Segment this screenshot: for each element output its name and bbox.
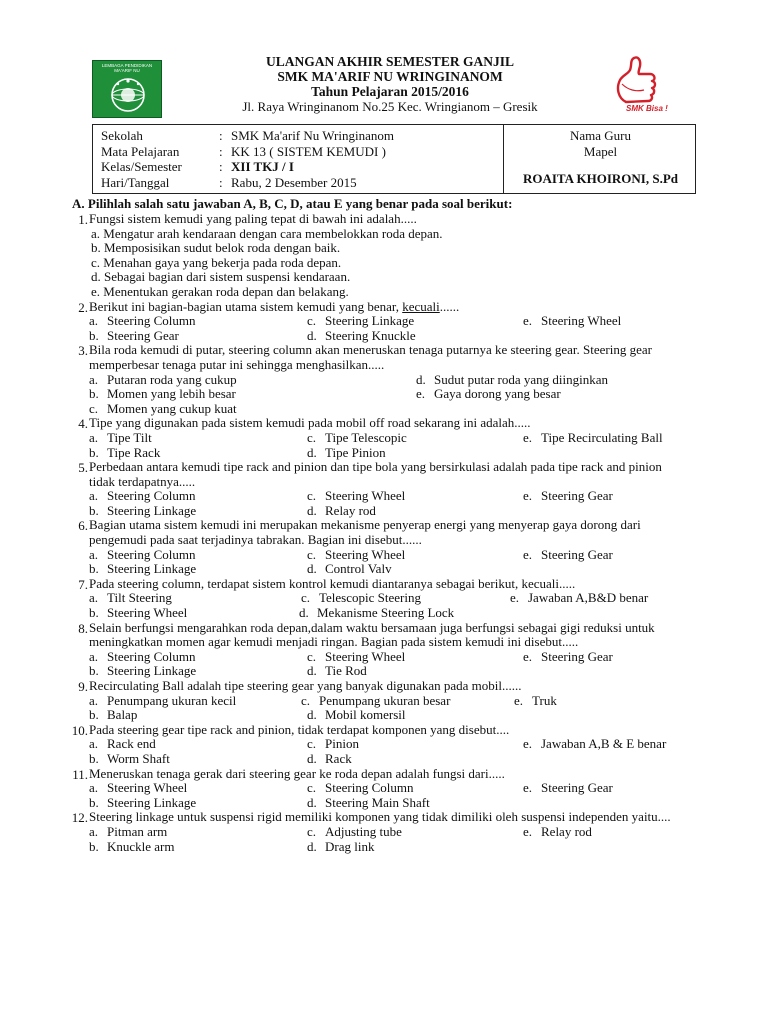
option-text: Steering Wheel xyxy=(325,546,406,562)
option-text: Tilt Steering xyxy=(107,590,172,606)
answer-option-c[interactable]: c. Steering Wheel xyxy=(307,488,406,504)
option-text: Penumpang ukuran besar xyxy=(319,692,451,708)
answer-option-e[interactable]: e. Menentukan gerakan roda depan dan belakang. xyxy=(91,283,349,299)
answer-option-c[interactable]: c. Steering Linkage xyxy=(307,313,415,329)
subject-label: Mapel xyxy=(583,144,618,159)
info-colon: : xyxy=(219,128,223,143)
info-label: Kelas/Semester xyxy=(101,159,182,174)
answer-option-a[interactable]: a. Tilt Steering xyxy=(89,590,172,606)
question-number: 2. xyxy=(78,299,88,315)
teacher-info xyxy=(504,128,697,187)
option-text: Steering Column xyxy=(107,546,196,562)
option-text: Mekanisme Steering Lock xyxy=(317,605,455,621)
answer-option-e[interactable]: e. Truk xyxy=(514,692,557,708)
option-text: Tie Rod xyxy=(325,663,367,679)
option-text: Sudut putar roda yang diinginkan xyxy=(434,371,609,387)
option-text: Rack end xyxy=(107,736,156,752)
answer-option-b[interactable]: b. Tipe Rack xyxy=(89,444,161,460)
option-text: Momen yang cukup kuat xyxy=(107,400,237,416)
answer-option-c[interactable]: c. Menahan gaya yang bekerja pada roda depan. xyxy=(91,254,342,270)
answer-option-a[interactable]: a. Putaran roda yang cukup xyxy=(89,371,237,387)
question-12 xyxy=(0,810,768,854)
option-text: Truk xyxy=(532,692,557,708)
option-text: Steering Wheel xyxy=(325,648,406,664)
option-text: Steering Gear xyxy=(541,488,613,504)
option-text: Steering Column xyxy=(107,488,196,504)
answer-option-e[interactable]: e. Steering Gear xyxy=(523,780,613,796)
info-colon: : xyxy=(219,143,223,159)
answer-option-b[interactable]: b. Knuckle arm xyxy=(89,838,175,854)
teacher-name: ROAITA KHOIRONI, S.Pd xyxy=(522,171,679,186)
answer-options xyxy=(89,373,699,417)
info-value: KK 13 ( SISTEM KEMUDI ) xyxy=(231,143,386,159)
answer-option-c[interactable]: c. Adjusting tube xyxy=(307,823,402,839)
option-text: Tipe Pinion xyxy=(325,444,386,460)
answer-options xyxy=(89,591,699,620)
exam-titles xyxy=(180,54,600,114)
answer-options xyxy=(89,650,699,679)
info-value: XII TKJ / I xyxy=(231,159,294,174)
logo-left-text: LEMBAGA PENDIDIKAN MA'ARIF NU xyxy=(101,63,153,73)
answer-option-a[interactable]: a. Steering Column xyxy=(89,648,196,664)
answer-option-d[interactable]: d. Steering Main Shaft xyxy=(307,794,430,810)
question-number: 8. xyxy=(78,620,88,636)
question-2 xyxy=(0,300,768,344)
option-text: Relay rod xyxy=(541,823,592,839)
answer-option-d[interactable]: d. Relay rod xyxy=(307,502,376,518)
answer-option-a[interactable]: a. Steering Column xyxy=(89,488,196,504)
option-text: Drag link xyxy=(325,838,375,854)
answer-options xyxy=(89,227,699,300)
answer-option-e[interactable]: e. Steering Gear xyxy=(523,546,613,562)
info-colon: : xyxy=(219,174,223,190)
option-text: Steering Linkage xyxy=(107,561,197,577)
answer-option-d[interactable]: d. Drag link xyxy=(307,838,375,854)
option-text: Steering Linkage xyxy=(107,663,197,679)
answer-option-e[interactable]: e. Gaya dorong yang besar xyxy=(416,386,561,402)
question-6 xyxy=(0,518,768,576)
stem-emphasis: kecuali xyxy=(402,298,440,314)
option-text: Steering Gear xyxy=(541,780,613,796)
question-stem xyxy=(89,300,689,315)
question-5 xyxy=(0,460,768,518)
option-text: Steering Wheel xyxy=(107,605,188,621)
answer-option-d[interactable]: d. Rack xyxy=(307,750,352,766)
answer-options xyxy=(89,737,699,766)
option-text: Jawaban A,B&D benar xyxy=(528,590,649,606)
option-text: Pitman arm xyxy=(107,823,168,839)
question-list xyxy=(0,212,768,854)
option-text: Telescopic Steering xyxy=(319,590,421,606)
thumbs-up-icon xyxy=(608,54,668,106)
logo-right-text: SMK Bisa ! xyxy=(626,104,668,113)
option-text: Tipe Rack xyxy=(107,444,161,460)
question-number: 4. xyxy=(78,416,88,432)
answer-options xyxy=(89,781,699,810)
option-text: Pinion xyxy=(325,736,359,752)
option-text: Relay rod xyxy=(325,502,376,518)
answer-option-c[interactable]: c. Penumpang ukuran besar xyxy=(301,692,451,708)
option-text: Mobil komersil xyxy=(325,707,406,723)
question-stem: Perbedaan antara kemudi tipe rack and pinion dan tipe bola yang bersirkulasi adalah pada tipe rack and pinion tidak terdapatnya..... xyxy=(89,459,662,489)
question-number: 7. xyxy=(78,576,88,592)
question-number: 9. xyxy=(78,679,88,694)
answer-option-b[interactable]: b. Worm Shaft xyxy=(89,750,170,766)
option-text: Steering Linkage xyxy=(107,502,197,518)
smk-bisa-logo xyxy=(608,54,676,120)
option-text: Steering Column xyxy=(107,648,196,664)
answer-option-b[interactable]: b. Steering Linkage xyxy=(89,502,197,518)
answer-option-a[interactable]: a. Rack end xyxy=(89,736,156,752)
teacher-label: Nama Guru xyxy=(569,128,631,143)
option-text: Gaya dorong yang besar xyxy=(434,386,561,402)
answer-options xyxy=(89,431,699,460)
stem-ellipsis: ...... xyxy=(439,298,460,314)
option-text: Rack xyxy=(325,750,352,766)
stem-text: Berikut ini bagian-bagian utama sistem kemudi yang benar, xyxy=(89,298,403,314)
option-text: Steering Main Shaft xyxy=(325,794,430,810)
option-text: Steering Knuckle xyxy=(325,327,416,343)
question-stem: Selain berfungsi mengarahkan roda depan,dalam waktu bersamaan juga berfungsi sebagai gigi reduksi untuk meningkatkan momen agar kemudi menjadi ringan. Bagian pada sistem kemudi ini disebut..... xyxy=(89,619,655,650)
answer-option-a[interactable]: a. Pitman arm xyxy=(89,823,168,839)
question-stem: Fungsi sistem kemudi yang paling tepat di bawah ini adalah..... xyxy=(89,211,417,226)
option-text: Control Valv xyxy=(325,561,392,577)
info-colon: : xyxy=(219,159,223,174)
question-stem: Pada steering column, terdapat sistem kontrol kemudi diantaranya sebagai berikut, kecuali..... xyxy=(89,575,576,591)
info-label: Sekolah xyxy=(101,128,143,143)
maarif-nu-logo xyxy=(92,60,162,118)
answer-option-c[interactable]: c. Telescopic Steering xyxy=(301,590,421,606)
option-text: Steering Linkage xyxy=(107,794,197,810)
question-11 xyxy=(0,767,768,811)
answer-option-c[interactable]: c. Pinion xyxy=(307,736,359,752)
option-text: Balap xyxy=(107,707,138,723)
info-label: Mata Pelajaran xyxy=(101,143,180,159)
question-stem: Tipe yang digunakan pada sistem kemudi pada mobil off road sekarang ini adalah..... xyxy=(89,415,531,431)
exam-header xyxy=(0,54,768,120)
answer-options xyxy=(89,825,699,854)
option-text: Steering Wheel xyxy=(541,313,622,329)
option-text: Tipe Telescopic xyxy=(325,429,407,445)
answer-option-a[interactable]: a. Penumpang ukuran kecil xyxy=(89,692,237,708)
info-value: Rabu, 2 Desember 2015 xyxy=(231,174,357,190)
question-number: 11. xyxy=(72,766,88,782)
question-8 xyxy=(0,621,768,679)
answer-option-b[interactable]: b. Steering Linkage xyxy=(89,561,197,577)
question-stem: Steering linkage untuk suspensi rigid memiliki komponen yang tidak dimiliki oleh suspensi independen yaitu.... xyxy=(89,809,671,825)
answer-option-b[interactable]: b. Steering Gear xyxy=(89,327,179,343)
answer-option-c[interactable]: c. Steering Wheel xyxy=(307,648,406,664)
info-value: SMK Ma'arif Nu Wringinanom xyxy=(231,128,394,143)
answer-options xyxy=(89,694,699,723)
answer-option-e[interactable]: e. Relay rod xyxy=(523,823,592,839)
question-stem: Bila roda kemudi di putar, steering column akan meneruskan tenaga putarnya ke steering gear. Steering gear memperbesar tenaga putar ini sehingga menghasilkan..... xyxy=(89,342,652,372)
question-number: 5. xyxy=(78,460,88,476)
option-text: Knuckle arm xyxy=(107,838,175,854)
answer-option-a[interactable]: a. Steering Column xyxy=(89,546,196,562)
option-text: Steering Wheel xyxy=(325,488,406,504)
question-3 xyxy=(0,343,768,416)
answer-option-e[interactable]: e. Steering Gear xyxy=(523,648,613,664)
answer-option-d[interactable]: d. Mobil komersil xyxy=(307,707,406,723)
answer-option-b[interactable]: b. Momen yang lebih besar xyxy=(89,386,236,402)
answer-option-d[interactable]: d. Sudut putar roda yang diinginkan xyxy=(416,371,609,387)
option-text: Tipe Recirculating Ball xyxy=(541,429,663,445)
answer-options xyxy=(89,548,699,577)
school-name: SMK MA'ARIF NU WRINGINANOM xyxy=(277,69,503,84)
answer-option-b[interactable]: b. Steering Linkage xyxy=(89,663,197,679)
answer-option-c[interactable]: c. Steering Column xyxy=(307,780,414,796)
option-text: Momen yang lebih besar xyxy=(107,386,236,402)
answer-option-d[interactable]: d. Tipe Pinion xyxy=(307,444,386,460)
option-text: Steering Gear xyxy=(541,648,613,664)
option-text: Steering Column xyxy=(107,313,196,329)
answer-option-a[interactable]: a. Steering Wheel xyxy=(89,780,188,796)
option-text: Steering Gear xyxy=(541,546,613,562)
question-number: 10. xyxy=(71,722,88,738)
question-9 xyxy=(0,679,768,723)
question-7 xyxy=(0,577,768,621)
answer-options xyxy=(89,314,699,343)
answer-option-d[interactable]: d. Sebagai bagian dari sistem suspensi kendaraan. xyxy=(91,269,351,285)
section-instruction: A. Pilihlah salah satu jawaban A, B, C, D, atau E yang benar pada soal berikut: xyxy=(72,196,513,211)
exam-info-box xyxy=(92,124,696,194)
answer-option-d[interactable]: d. Mekanisme Steering Lock xyxy=(299,605,455,621)
answer-options xyxy=(89,489,699,518)
option-text: Steering Linkage xyxy=(325,313,415,329)
option-text: Worm Shaft xyxy=(107,750,170,766)
answer-option-d[interactable]: d. Control Valv xyxy=(307,561,392,577)
answer-option-b[interactable]: b. Steering Linkage xyxy=(89,794,197,810)
answer-option-c[interactable]: c. Steering Wheel xyxy=(307,546,406,562)
answer-option-c[interactable]: c. Tipe Telescopic xyxy=(307,429,407,445)
question-stem: Bagian utama sistem kemudi ini merupakan mekanisme penyerap energi yang menyerap gaya dorong dari pengemudi pada saat terjadinya tabrakan. Bagian ini disebut...... xyxy=(89,517,641,548)
question-1 xyxy=(0,212,768,300)
question-10 xyxy=(0,723,768,767)
answer-option-a[interactable]: a. Mengatur arah kendaraan dengan cara membelokkan roda depan. xyxy=(91,225,443,241)
school-address: Jl. Raya Wringinanom No.25 Kec. Wringianom – Gresik xyxy=(242,99,538,114)
option-text: Steering Gear xyxy=(107,327,179,343)
answer-option-c[interactable]: c. Momen yang cukup kuat xyxy=(89,400,237,416)
question-stem: Pada steering gear tipe rack and pinion, tidak terdapat komponen yang disebut.... xyxy=(89,721,510,737)
question-number: 6. xyxy=(78,518,88,534)
answer-option-a[interactable]: a. Steering Column xyxy=(89,313,196,329)
answer-option-d[interactable]: d. Tie Rod xyxy=(307,663,367,679)
answer-option-b[interactable]: b. Steering Wheel xyxy=(89,605,188,621)
option-text: Penumpang ukuran kecil xyxy=(107,692,237,708)
option-text: Steering Wheel xyxy=(107,780,188,796)
question-number: 3. xyxy=(78,343,88,359)
answer-option-e[interactable]: e. Jawaban A,B&D benar xyxy=(510,590,649,606)
question-number: 12. xyxy=(71,810,88,826)
answer-option-e[interactable]: e. Steering Gear xyxy=(523,488,613,504)
info-label: Hari/Tanggal xyxy=(101,174,170,190)
nu-emblem-icon xyxy=(108,75,148,115)
exam-title: ULANGAN AKHIR SEMESTER GANJIL xyxy=(266,54,514,69)
question-number: 1. xyxy=(78,212,88,227)
answer-option-b[interactable]: b. Memposisikan sudut belok roda dengan baik. xyxy=(91,240,341,256)
academic-year: Tahun Pelajaran 2015/2016 xyxy=(311,84,469,99)
answer-option-b[interactable]: b. Balap xyxy=(89,707,138,723)
answer-option-a[interactable]: a. Tipe Tilt xyxy=(89,429,152,445)
answer-option-e[interactable]: e. Steering Wheel xyxy=(523,313,622,329)
option-text: Steering Column xyxy=(325,780,414,796)
question-stem: Meneruskan tenaga gerak dari steering gear ke roda depan adalah fungsi dari..... xyxy=(89,765,505,781)
option-text: Jawaban A,B & E benar xyxy=(541,736,667,752)
option-text: Adjusting tube xyxy=(325,823,402,839)
option-text: Tipe Tilt xyxy=(107,429,152,445)
answer-option-d[interactable]: d. Steering Knuckle xyxy=(307,327,416,343)
option-text: Putaran roda yang cukup xyxy=(107,371,237,387)
question-stem: Recirculating Ball adalah tipe steering gear yang banyak digunakan pada mobil...... xyxy=(89,678,522,693)
answer-option-e[interactable]: e. Jawaban A,B & E benar xyxy=(523,736,667,752)
answer-option-e[interactable]: e. Tipe Recirculating Ball xyxy=(523,429,663,445)
question-4 xyxy=(0,416,768,460)
